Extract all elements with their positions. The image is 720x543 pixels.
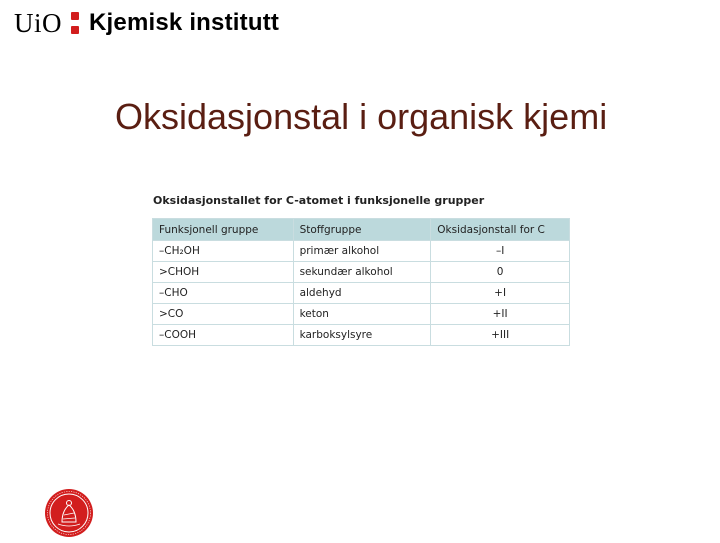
cell-substance-group: sekundær alkohol [293, 262, 431, 283]
logo-uio-text: UiO [14, 7, 62, 38]
table-row [153, 241, 570, 262]
table-row [153, 262, 570, 283]
logo-colon-icon [71, 12, 79, 34]
cell-substance-group: keton [293, 304, 431, 325]
slide-title: Oksidasjonstal i organisk kjemi [115, 96, 608, 137]
cell-functional-group: –CH₂OH [153, 241, 294, 262]
cell-oxidation-number: +III [431, 325, 570, 346]
uio-logo [14, 6, 279, 40]
cell-functional-group: >CHOH [153, 262, 294, 283]
table-row [153, 283, 570, 304]
cell-oxidation-number: 0 [431, 262, 570, 283]
cell-substance-group: karboksylsyre [293, 325, 431, 346]
cell-substance-group: primær alkohol [293, 241, 431, 262]
cell-functional-group: –CHO [153, 283, 294, 304]
cell-functional-group: >CO [153, 304, 294, 325]
uio-seal-icon [44, 488, 94, 538]
cell-oxidation-number: +I [431, 283, 570, 304]
cell-oxidation-number: +II [431, 304, 570, 325]
table-row [153, 325, 570, 346]
table-header-row [153, 219, 570, 241]
cell-functional-group: –COOH [153, 325, 294, 346]
cell-oxidation-number: –I [431, 241, 570, 262]
table-caption: Oksidasjonstallet for C-atomet i funksjonelle grupper [153, 194, 485, 207]
table-row [153, 304, 570, 325]
oxidation-table [152, 218, 570, 346]
column-header-oxidation-number: Oksidasjonstall for C [431, 219, 570, 241]
cell-substance-group: aldehyd [293, 283, 431, 304]
logo-institute-text: Kjemisk institutt [89, 9, 280, 36]
column-header-functional-group: Funksjonell gruppe [153, 219, 294, 241]
column-header-substance-group: Stoffgruppe [293, 219, 431, 241]
